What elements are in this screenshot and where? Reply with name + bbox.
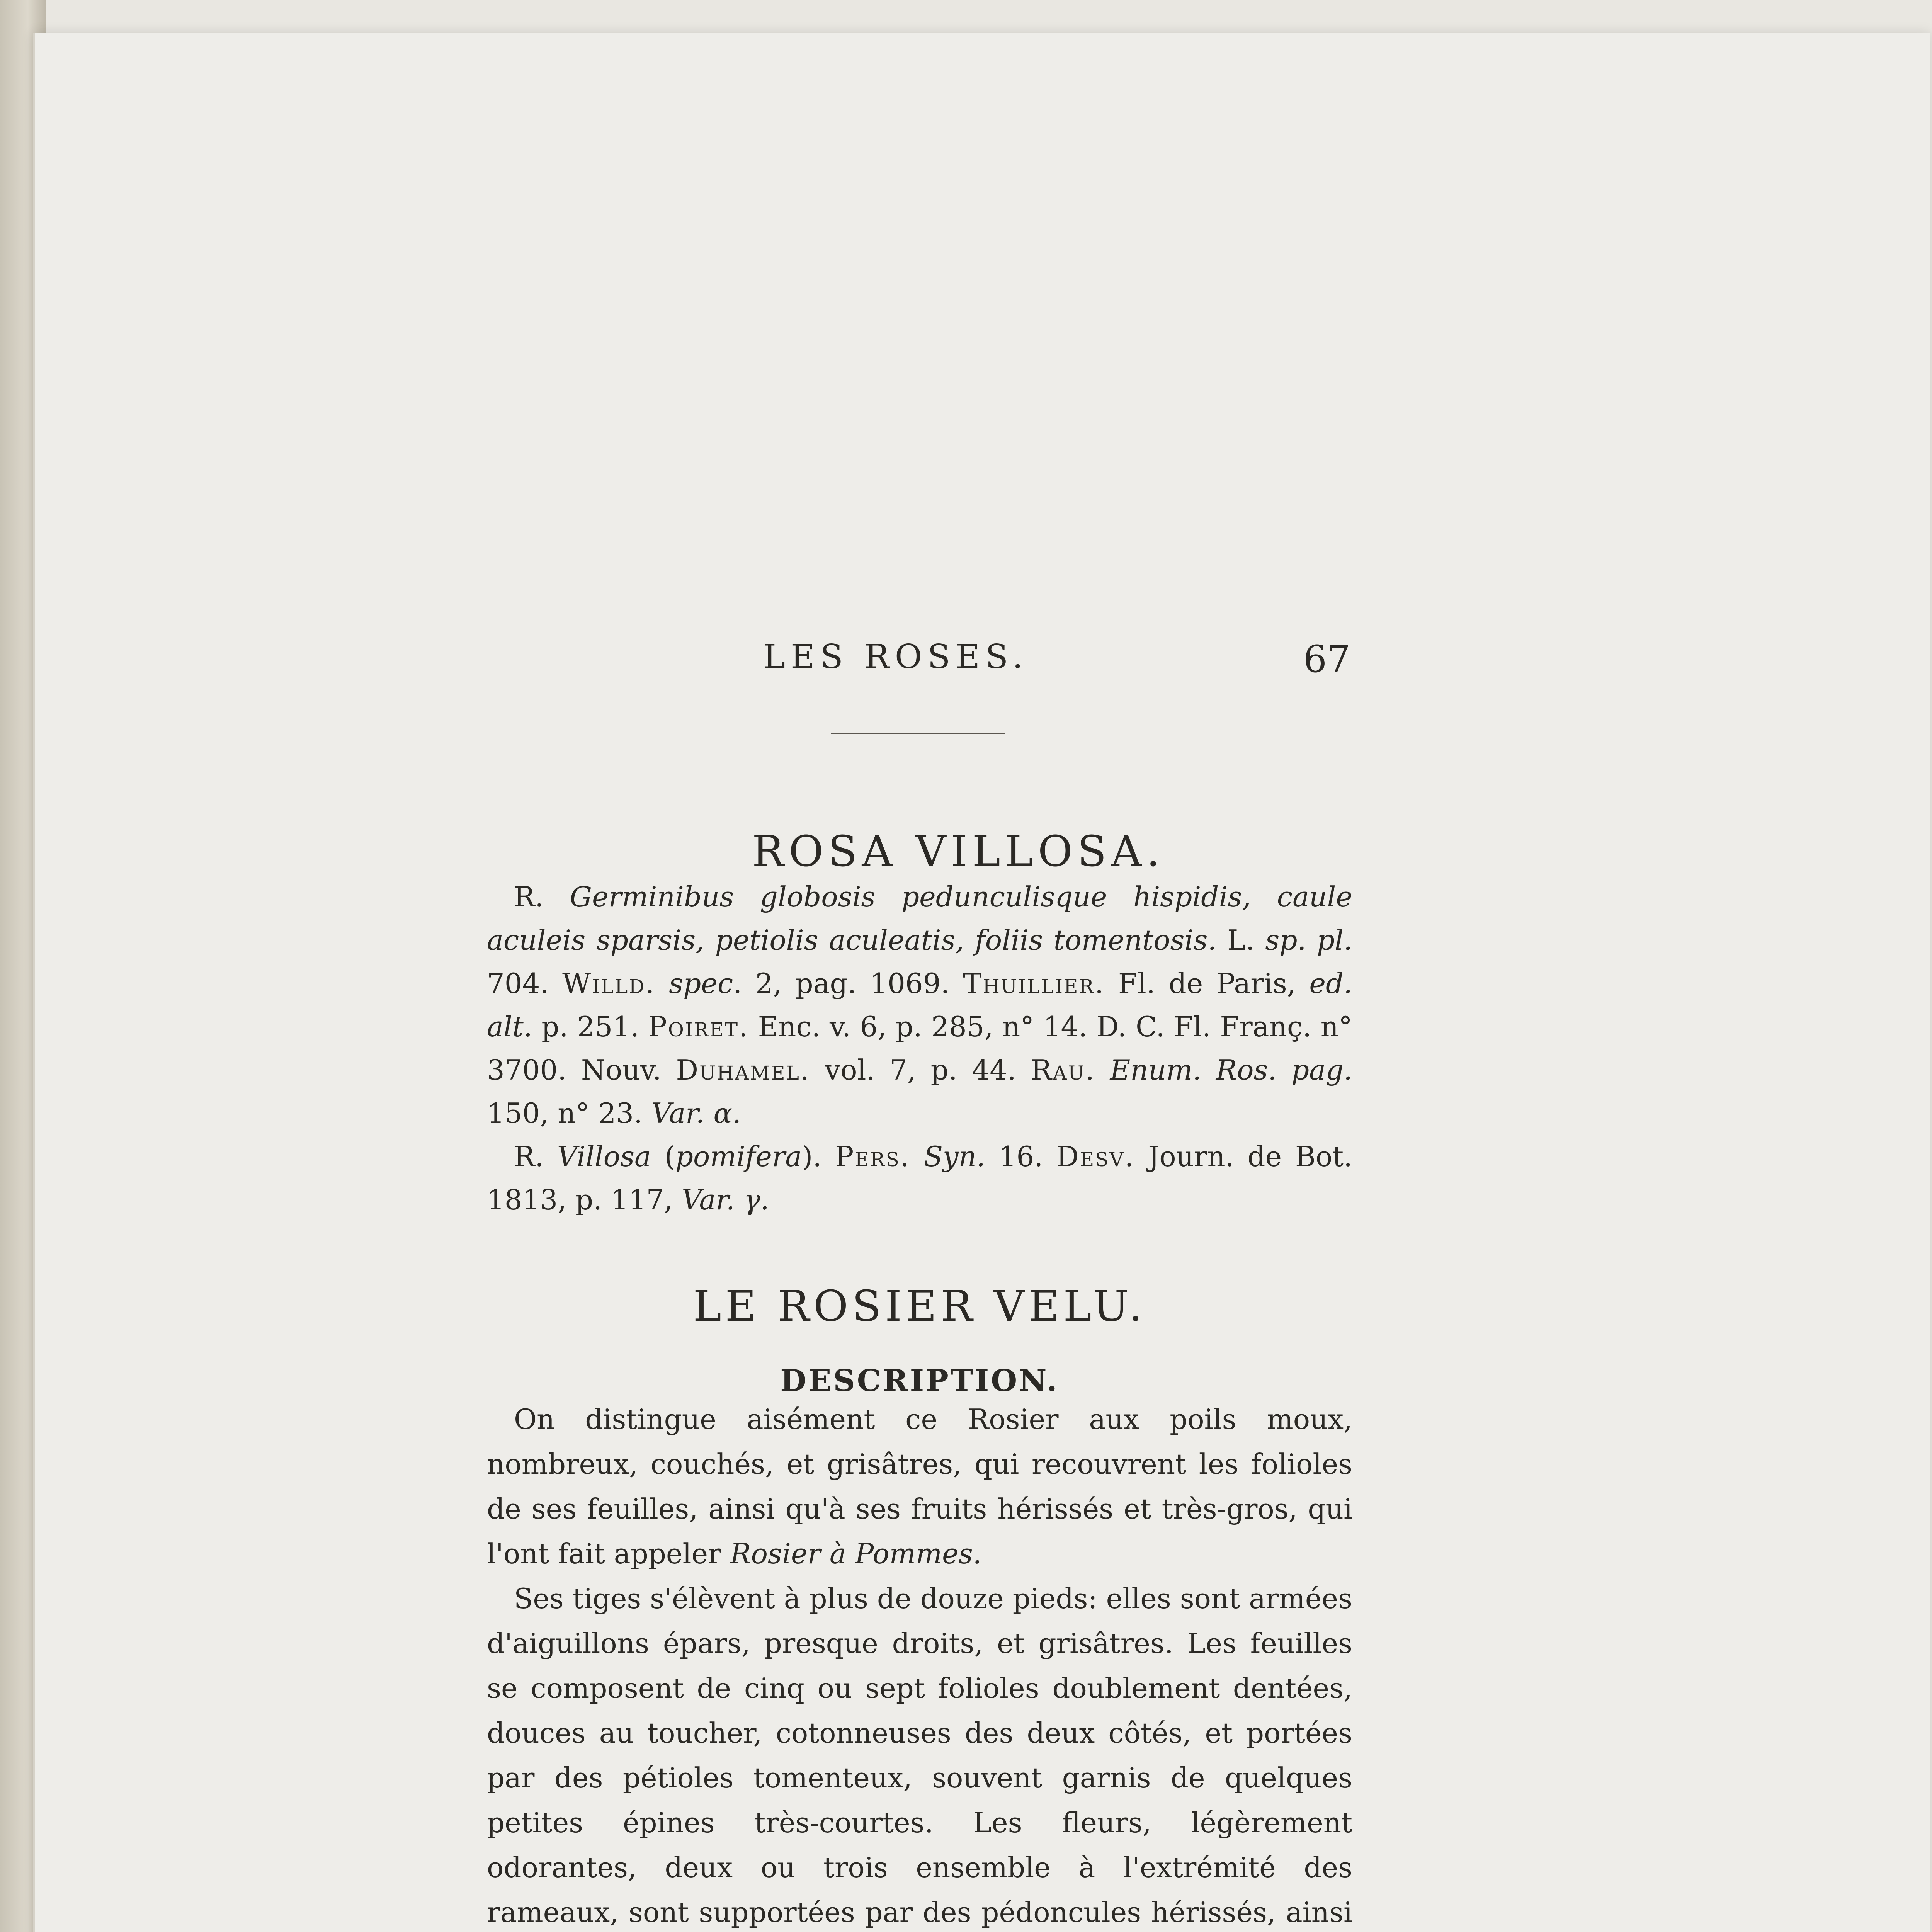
- citation-italic: sp. pl.: [1265, 924, 1352, 956]
- citation-italic: Syn.: [923, 1140, 985, 1173]
- author-name: Desv.: [1056, 1140, 1135, 1173]
- variety-label: Var. γ.: [682, 1184, 769, 1216]
- synonymy-block: [487, 875, 1352, 1221]
- author-name: Pers.: [835, 1140, 910, 1173]
- french-title: LE ROSIER VELU.: [693, 1281, 1146, 1331]
- text-run: On distingue aisément ce Rosier aux poils moux, nombreux, couchés, et grisâtres, qui recouvrent les folioles de ses feuilles, ainsi qu'à ses fruits hérissés et très-gros, qui l'ont fait appeler: [487, 1403, 1352, 1570]
- common-name-italic: Rosier à Pommes.: [730, 1537, 982, 1570]
- author-name: Thuillier.: [963, 967, 1105, 1000]
- text-run: p. 251.: [532, 1010, 648, 1043]
- page-number: 67: [1303, 638, 1350, 681]
- section-heading: DESCRIPTION.: [780, 1363, 1059, 1398]
- running-head: [763, 638, 1350, 688]
- citation-italic: pomifera: [675, 1140, 802, 1173]
- citation-italic: Villosa: [557, 1140, 651, 1173]
- text-run: 704.: [487, 967, 563, 1000]
- text-run: 150, n° 23.: [487, 1097, 651, 1129]
- text-run: R.: [514, 881, 570, 913]
- text-run: R.: [514, 1140, 557, 1173]
- text-run: vol. 7, p. 44.: [810, 1054, 1031, 1086]
- author-name: Willd.: [562, 967, 656, 1000]
- text-run: Enc. v. 6, p. 285, n° 14. D. C. Fl. Franç. n° 3700. Nouv.: [487, 1010, 1352, 1086]
- text-run: L.: [1216, 924, 1265, 956]
- latin-diagnosis: Germinibus globosis pedunculisque hispidis, caule aculeis sparsis, petiolis aculeatis, foliis tomentosis.: [487, 881, 1352, 956]
- text-run: Fl. de Paris,: [1104, 967, 1310, 1000]
- citation-italic: ed. alt.: [487, 967, 1352, 1043]
- author-name: Duhamel.: [676, 1054, 810, 1086]
- text-run: [910, 1140, 924, 1173]
- synonymy-paragraph-1: [487, 875, 1352, 1135]
- text-run: 2, pag. 1069.: [742, 967, 963, 1000]
- author-name: Rau.: [1031, 1054, 1095, 1086]
- text-run: 16.: [985, 1140, 1057, 1173]
- text-run: ).: [802, 1140, 835, 1173]
- citation-italic: spec.: [669, 967, 742, 1000]
- latin-title: ROSA VILLOSA.: [752, 826, 1165, 876]
- author-name: Poiret.: [648, 1010, 749, 1043]
- description-text: [487, 1397, 1352, 1932]
- description-paragraph-1: [487, 1397, 1352, 1576]
- variety-label: Var. α.: [651, 1097, 741, 1129]
- synonymy-paragraph-2: [487, 1135, 1352, 1221]
- ornamental-rule: [831, 733, 1005, 736]
- description-paragraph-2: Ses tiges s'élèvent à plus de douze pieds: elles sont armées d'aiguillons épars, presque droits, et grisâtres. Les feuilles se composent de cinq ou sept folioles doublement dentées, douces au toucher, cotonneuses des deux côtés, et portées par des pétioles tomenteux, souvent garnis de quelques petites épines très-courtes. Les fleurs, légèrement odorantes, deux ou trois ensemble à l'extrémité des rameaux, sont supportées par des pédoncules hérissés, ainsi: [487, 1582, 1352, 1929]
- text-run: [1095, 1054, 1110, 1086]
- text-run: [655, 967, 669, 1000]
- page-gutter-shadow: [33, 33, 35, 1932]
- running-title: LES ROSES.: [763, 638, 1029, 676]
- text-run: Journ. de Bot. 1813, p. 117,: [487, 1140, 1353, 1216]
- text-run: (: [651, 1140, 675, 1173]
- citation-italic: Enum. Ros. pag.: [1110, 1054, 1353, 1086]
